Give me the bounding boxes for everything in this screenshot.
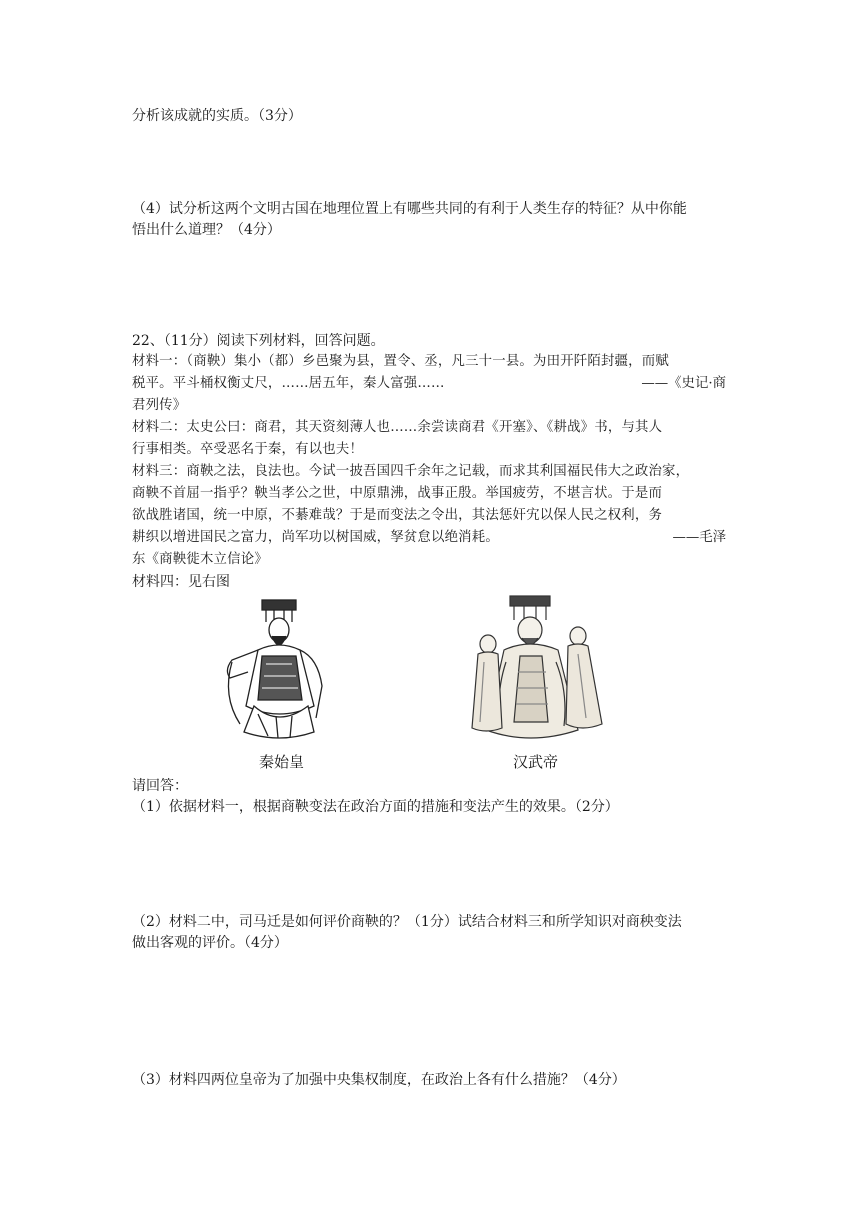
material-1-source-cont: 君列传》 — [132, 398, 187, 413]
material-2-line1: 材料二：太史公曰：商君，其天资刻薄人也……余尝读商君《开塞》、《耕战》书，与其人 — [132, 420, 663, 435]
material-4-line: 材料四：见右图 — [132, 574, 230, 590]
q22-2-text-line1: （2）材料二中，司马迁是如何评价商鞅的？（1分）试结合材料三和所学知识对商秧变法 — [132, 914, 682, 930]
material-1-source: ——《史记·商 — [641, 376, 726, 391]
material-3-line2: 商鞅不首屈一指乎？鞅当孝公之世，中原鼎沸，战事正殷。举国疲劳，不堪言状。于是而 — [132, 486, 663, 501]
qin-shi-huang-image — [218, 596, 338, 744]
han-wudi-image — [466, 592, 610, 744]
material-3-line1: 材料三：商鞅之法，良法也。今试一披吾国四千余年之记载，而求其利国福民伟大之政治家， — [132, 464, 690, 479]
material-2-line2: 行事相类。卒受恶名于秦，有以也夫！ — [132, 442, 364, 457]
material-3-line3: 欲战胜诸国，统一中原，不綦难哉？于是而变法之令出，其法惩奸宄以保人民之权利，务 — [132, 508, 663, 523]
q21-4-text-line2: 悟出什么道理？（4分） — [132, 222, 281, 238]
q21-3-text: 分析该成就的实质。（3分） — [132, 108, 302, 124]
q22-heading: 22、（11分）阅读下列材料，回答问题。 — [132, 333, 385, 349]
q22-3-text: （3）材料四两位皇帝为了加强中央集权制度，在政治上各有什么措施？（4分） — [132, 1072, 626, 1088]
ask-label: 请回答： — [132, 778, 188, 794]
material-1-line1: 材料一：（商鞅）集小（都）乡邑聚为县，置令、丞，凡三十一县。为田开阡陌封疆，而赋 — [132, 354, 669, 369]
material-1-line2: 税平。平斗桶权衡丈尺，……居五年，秦人富强…… — [132, 376, 445, 391]
qin-shi-huang-caption: 秦始皇 — [259, 753, 305, 771]
material-3-source-cont: 东《商鞅徙木立信论》 — [132, 552, 268, 567]
material-3-line4: 耕织以增进国民之富力，尚军功以树国威，孥贫怠以绝消耗。 — [132, 530, 499, 545]
material-3-source: ——毛泽 — [672, 530, 726, 545]
q21-4-text-line1: （4）试分析这两个文明古国在地理位置上有哪些共同的有利于人类生存的特征？从中你能 — [132, 201, 687, 217]
han-wudi-caption: 汉武帝 — [513, 753, 559, 771]
q22-1-text: （1）依据材料一，根据商鞅变法在政治方面的措施和变法产生的效果。（2分） — [132, 799, 619, 815]
q22-2-text-line2: 做出客观的评价。（4分） — [132, 935, 288, 951]
